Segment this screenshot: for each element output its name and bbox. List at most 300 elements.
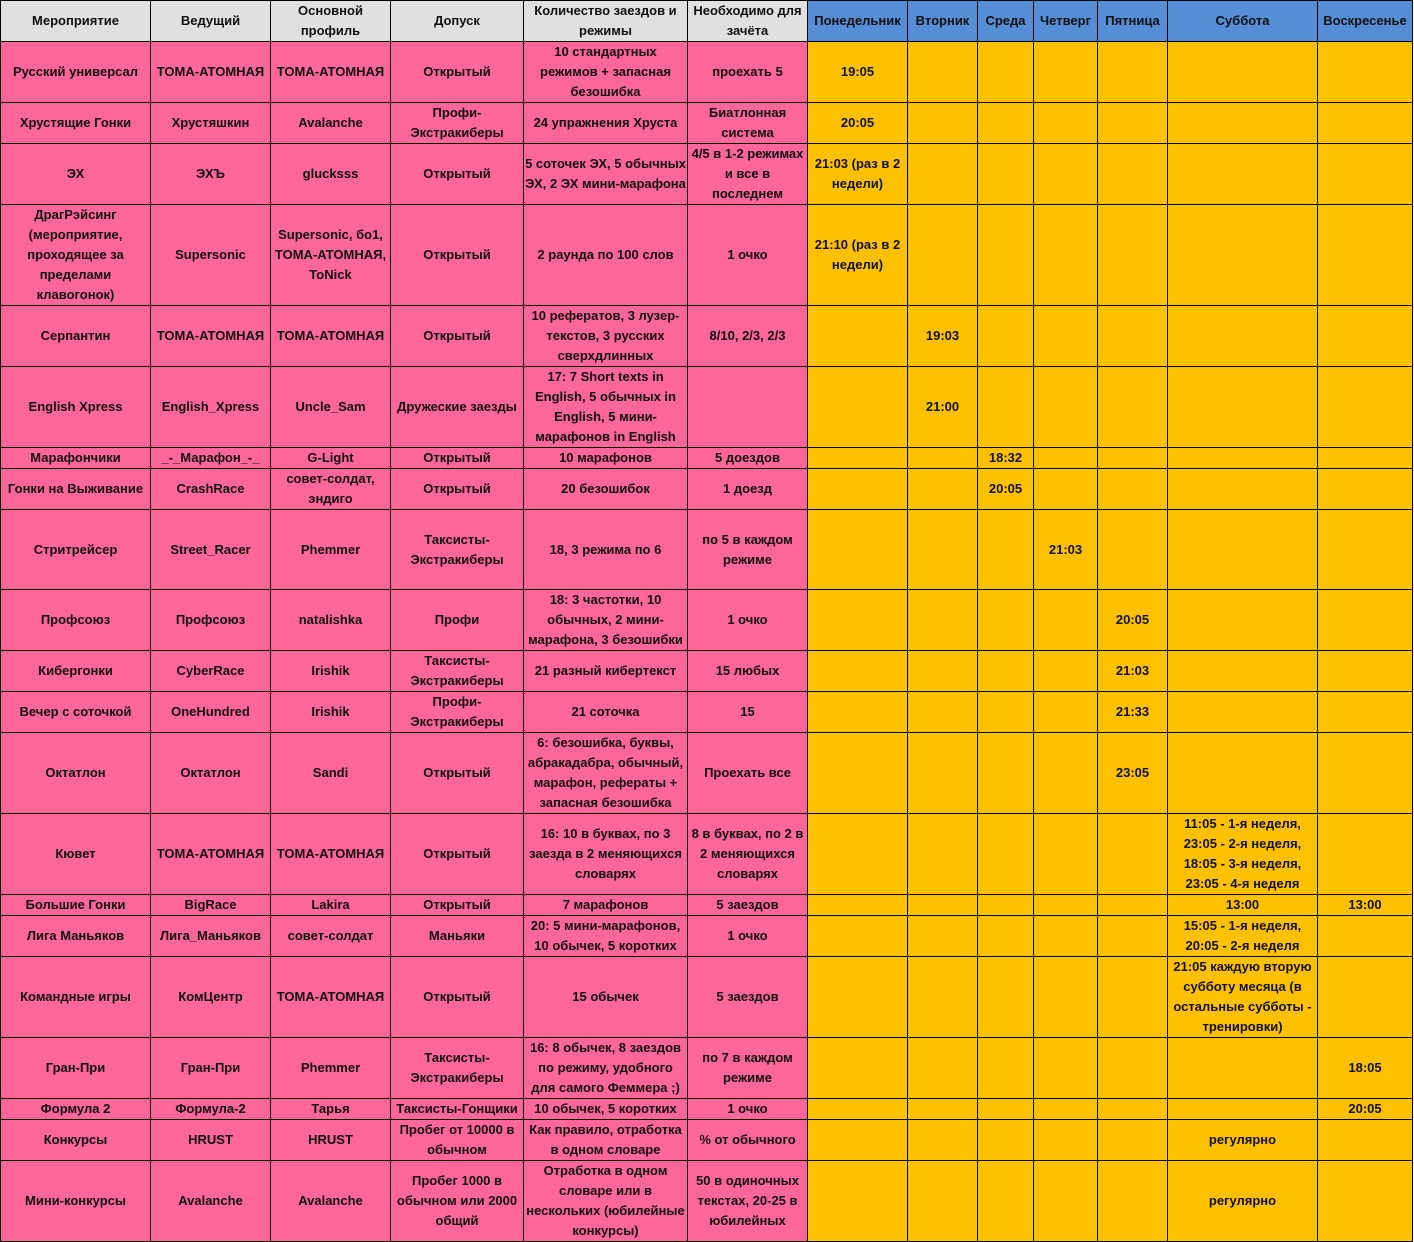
access-cell: Открытый bbox=[391, 814, 524, 895]
sunday-time-cell bbox=[1318, 448, 1413, 469]
monday-time-cell bbox=[808, 1099, 908, 1120]
monday-time-cell bbox=[808, 1120, 908, 1161]
races-cell: 15 обычек bbox=[524, 957, 688, 1038]
table-row bbox=[1, 367, 1413, 448]
credit-cell: 5 заездов bbox=[688, 957, 808, 1038]
friday-time-cell bbox=[1098, 814, 1168, 895]
saturday-time-cell: 15:05 - 1-я неделя, 20:05 - 2-я неделя bbox=[1168, 916, 1318, 957]
monday-time-cell bbox=[808, 895, 908, 916]
host-cell: TOMA-ATOMHAЯ bbox=[151, 814, 271, 895]
access-cell: Открытый bbox=[391, 205, 524, 306]
races-cell: 18, 3 режима по 6 bbox=[524, 510, 688, 590]
credit-cell: % от обычного bbox=[688, 1120, 808, 1161]
monday-time-cell bbox=[808, 651, 908, 692]
event-name-cell: Октатлон bbox=[1, 733, 151, 814]
monday-time-cell: 20:05 bbox=[808, 103, 908, 144]
wednesday-time-cell bbox=[978, 1161, 1034, 1242]
friday-time-cell bbox=[1098, 367, 1168, 448]
profile-cell: TOMA-ATOMHAЯ bbox=[271, 42, 391, 103]
sunday-time-cell bbox=[1318, 205, 1413, 306]
event-name-cell: Хрустящие Гонки bbox=[1, 103, 151, 144]
event-name-cell: Марафончики bbox=[1, 448, 151, 469]
tuesday-time-cell bbox=[908, 895, 978, 916]
monday-time-cell bbox=[808, 957, 908, 1038]
races-cell: 2 раунда по 100 слов bbox=[524, 205, 688, 306]
table-row bbox=[1, 957, 1413, 1038]
table-row bbox=[1, 590, 1413, 651]
table-row bbox=[1, 733, 1413, 814]
profile-cell: Phemmer bbox=[271, 1038, 391, 1099]
saturday-time-cell bbox=[1168, 510, 1318, 590]
credit-cell: 1 очко bbox=[688, 1099, 808, 1120]
host-cell: HRUST bbox=[151, 1120, 271, 1161]
credit-cell: 1 очко bbox=[688, 205, 808, 306]
tuesday-time-cell bbox=[908, 448, 978, 469]
monday-time-cell bbox=[808, 692, 908, 733]
friday-time-cell: 21:33 bbox=[1098, 692, 1168, 733]
tuesday-time-cell bbox=[908, 510, 978, 590]
friday-time-cell bbox=[1098, 1120, 1168, 1161]
host-cell: _-_Марафон_-_ bbox=[151, 448, 271, 469]
host-cell: TOMA-ATOMHAЯ bbox=[151, 42, 271, 103]
access-cell: Профи-Экстракиберы bbox=[391, 692, 524, 733]
thursday-time-cell bbox=[1034, 205, 1098, 306]
host-cell: Лига_Маньяков bbox=[151, 916, 271, 957]
table-row bbox=[1, 448, 1413, 469]
wednesday-time-cell: 18:32 bbox=[978, 448, 1034, 469]
tuesday-time-cell bbox=[908, 1038, 978, 1099]
access-cell: Открытый bbox=[391, 306, 524, 367]
monday-time-cell bbox=[808, 510, 908, 590]
credit-cell: 5 заездов bbox=[688, 895, 808, 916]
wednesday-time-cell bbox=[978, 814, 1034, 895]
sunday-time-cell bbox=[1318, 144, 1413, 205]
sunday-time-cell bbox=[1318, 103, 1413, 144]
credit-cell: по 7 в каждом режиме bbox=[688, 1038, 808, 1099]
host-cell: CyberRace bbox=[151, 651, 271, 692]
table-row bbox=[1, 692, 1413, 733]
monday-time-cell bbox=[808, 733, 908, 814]
table-row bbox=[1, 306, 1413, 367]
wednesday-time-cell bbox=[978, 1120, 1034, 1161]
header-row bbox=[1, 1, 1413, 42]
wednesday-time-cell bbox=[978, 692, 1034, 733]
races-cell: 18: 3 частотки, 10 обычных, 2 мини-марафона, 3 безошибки bbox=[524, 590, 688, 651]
tuesday-time-cell bbox=[908, 103, 978, 144]
friday-time-cell bbox=[1098, 448, 1168, 469]
friday-time-cell bbox=[1098, 1099, 1168, 1120]
wednesday-time-cell bbox=[978, 103, 1034, 144]
saturday-time-cell bbox=[1168, 651, 1318, 692]
saturday-time-cell bbox=[1168, 205, 1318, 306]
profile-cell: Supersonic, бо1, TOMA-ATOMHAЯ, ToNick bbox=[271, 205, 391, 306]
credit-cell: 1 доезд bbox=[688, 469, 808, 510]
event-name-cell: ДрагРэйсинг (мероприятие, проходящее за пределами клавогонок) bbox=[1, 205, 151, 306]
access-cell: Профи bbox=[391, 590, 524, 651]
friday-time-cell bbox=[1098, 916, 1168, 957]
access-cell: Таксисты-Экстракиберы bbox=[391, 1038, 524, 1099]
sunday-time-cell: 13:00 bbox=[1318, 895, 1413, 916]
credit-cell: 1 очко bbox=[688, 916, 808, 957]
event-name-cell: Вечер с соточкой bbox=[1, 692, 151, 733]
access-cell: Таксисты-Гонщики bbox=[391, 1099, 524, 1120]
saturday-time-cell bbox=[1168, 144, 1318, 205]
profile-cell: Avalanche bbox=[271, 103, 391, 144]
races-cell: 20: 5 мини-марафонов, 10 обычек, 5 коротких bbox=[524, 916, 688, 957]
credit-cell: 50 в одиночных текстах, 20-25 в юбилейных bbox=[688, 1161, 808, 1242]
sunday-time-cell bbox=[1318, 367, 1413, 448]
access-cell: Профи-Экстракиберы bbox=[391, 103, 524, 144]
table-row bbox=[1, 103, 1413, 144]
profile-cell: Phemmer bbox=[271, 510, 391, 590]
monday-time-cell bbox=[808, 367, 908, 448]
races-cell: 16: 8 обычек, 8 заездов по режиму, удобного для самого Феммера ;) bbox=[524, 1038, 688, 1099]
saturday-time-cell bbox=[1168, 367, 1318, 448]
tuesday-time-cell bbox=[908, 916, 978, 957]
header-wednesday: Среда bbox=[978, 1, 1034, 42]
sunday-time-cell bbox=[1318, 957, 1413, 1038]
header-sunday: Воскресенье bbox=[1318, 1, 1413, 42]
event-name-cell: Формула 2 bbox=[1, 1099, 151, 1120]
header-credit: Необходимо для зачёта bbox=[688, 1, 808, 42]
saturday-time-cell: 11:05 - 1-я неделя, 23:05 - 2-я неделя, 18:05 - 3-я неделя, 23:05 - 4-я неделя bbox=[1168, 814, 1318, 895]
friday-time-cell bbox=[1098, 42, 1168, 103]
event-name-cell: Командные игры bbox=[1, 957, 151, 1038]
sunday-time-cell bbox=[1318, 590, 1413, 651]
access-cell: Маньяки bbox=[391, 916, 524, 957]
races-cell: 5 соточек ЭХ, 5 обычных ЭХ, 2 ЭХ мини-марафона bbox=[524, 144, 688, 205]
races-cell: 17: 7 Short texts in English, 5 обычных in English, 5 мини-марафонов in English bbox=[524, 367, 688, 448]
thursday-time-cell bbox=[1034, 1038, 1098, 1099]
tuesday-time-cell: 21:00 bbox=[908, 367, 978, 448]
saturday-time-cell bbox=[1168, 1099, 1318, 1120]
event-name-cell: Кювет bbox=[1, 814, 151, 895]
wednesday-time-cell bbox=[978, 651, 1034, 692]
races-cell: 10 стандартных режимов + запасная безошибка bbox=[524, 42, 688, 103]
tuesday-time-cell bbox=[908, 42, 978, 103]
event-name-cell: Гонки на Выживание bbox=[1, 469, 151, 510]
profile-cell: TOMA-ATOMHAЯ bbox=[271, 814, 391, 895]
tuesday-time-cell bbox=[908, 144, 978, 205]
friday-time-cell bbox=[1098, 144, 1168, 205]
wednesday-time-cell bbox=[978, 42, 1034, 103]
table-row bbox=[1, 1161, 1413, 1242]
tuesday-time-cell bbox=[908, 814, 978, 895]
credit-cell: 15 bbox=[688, 692, 808, 733]
table-row bbox=[1, 144, 1413, 205]
host-cell: Октатлон bbox=[151, 733, 271, 814]
host-cell: КомЦентр bbox=[151, 957, 271, 1038]
races-cell: 10 обычек, 5 коротких bbox=[524, 1099, 688, 1120]
access-cell: Пробег 1000 в обычном или 2000 общий bbox=[391, 1161, 524, 1242]
event-name-cell: English Xpress bbox=[1, 367, 151, 448]
sunday-time-cell bbox=[1318, 1120, 1413, 1161]
monday-time-cell bbox=[808, 306, 908, 367]
races-cell: 24 упражнения Хруста bbox=[524, 103, 688, 144]
tuesday-time-cell bbox=[908, 1099, 978, 1120]
thursday-time-cell: 21:03 bbox=[1034, 510, 1098, 590]
friday-time-cell bbox=[1098, 469, 1168, 510]
event-name-cell: Конкурсы bbox=[1, 1120, 151, 1161]
wednesday-time-cell bbox=[978, 367, 1034, 448]
profile-cell: HRUST bbox=[271, 1120, 391, 1161]
friday-time-cell bbox=[1098, 1161, 1168, 1242]
tuesday-time-cell bbox=[908, 692, 978, 733]
friday-time-cell: 20:05 bbox=[1098, 590, 1168, 651]
sunday-time-cell bbox=[1318, 469, 1413, 510]
header-event: Мероприятие bbox=[1, 1, 151, 42]
access-cell: Дружеские заезды bbox=[391, 367, 524, 448]
host-cell: Supersonic bbox=[151, 205, 271, 306]
credit-cell: 8/10, 2/3, 2/3 bbox=[688, 306, 808, 367]
profile-cell: Irishik bbox=[271, 651, 391, 692]
profile-cell: TOMA-ATOMHAЯ bbox=[271, 957, 391, 1038]
access-cell: Открытый bbox=[391, 448, 524, 469]
wednesday-time-cell bbox=[978, 916, 1034, 957]
tuesday-time-cell bbox=[908, 1120, 978, 1161]
tuesday-time-cell bbox=[908, 651, 978, 692]
credit-cell: 4/5 в 1-2 режимах и все в последнем bbox=[688, 144, 808, 205]
credit-cell: 8 в буквах, по 2 в 2 меняющихся словарях bbox=[688, 814, 808, 895]
credit-cell: Биатлонная система bbox=[688, 103, 808, 144]
profile-cell: glucksss bbox=[271, 144, 391, 205]
tuesday-time-cell bbox=[908, 590, 978, 651]
sunday-time-cell bbox=[1318, 42, 1413, 103]
host-cell: OneHundred bbox=[151, 692, 271, 733]
races-cell: Отработка в одном словаре или в нескольких (юбилейные конкурсы) bbox=[524, 1161, 688, 1242]
thursday-time-cell bbox=[1034, 1120, 1098, 1161]
table-row bbox=[1, 1038, 1413, 1099]
monday-time-cell bbox=[808, 916, 908, 957]
saturday-time-cell bbox=[1168, 590, 1318, 651]
access-cell: Открытый bbox=[391, 895, 524, 916]
profile-cell: Тарья bbox=[271, 1099, 391, 1120]
sunday-time-cell bbox=[1318, 1161, 1413, 1242]
credit-cell: 1 очко bbox=[688, 590, 808, 651]
sunday-time-cell bbox=[1318, 733, 1413, 814]
profile-cell: TOMA-ATOMHAЯ bbox=[271, 306, 391, 367]
friday-time-cell bbox=[1098, 895, 1168, 916]
profile-cell: natalishka bbox=[271, 590, 391, 651]
credit-cell bbox=[688, 367, 808, 448]
tuesday-time-cell bbox=[908, 733, 978, 814]
header-saturday: Суббота bbox=[1168, 1, 1318, 42]
credit-cell: 15 любых bbox=[688, 651, 808, 692]
monday-time-cell bbox=[808, 448, 908, 469]
saturday-time-cell: регулярно bbox=[1168, 1161, 1318, 1242]
table-row bbox=[1, 814, 1413, 895]
host-cell: BigRace bbox=[151, 895, 271, 916]
wednesday-time-cell: 20:05 bbox=[978, 469, 1034, 510]
host-cell: Формула-2 bbox=[151, 1099, 271, 1120]
thursday-time-cell bbox=[1034, 306, 1098, 367]
event-name-cell: Кибергонки bbox=[1, 651, 151, 692]
host-cell: Street_Racer bbox=[151, 510, 271, 590]
table-row bbox=[1, 1120, 1413, 1161]
access-cell: Таксисты-Экстракиберы bbox=[391, 510, 524, 590]
sunday-time-cell: 18:05 bbox=[1318, 1038, 1413, 1099]
monday-time-cell bbox=[808, 590, 908, 651]
host-cell: Гран-При bbox=[151, 1038, 271, 1099]
sunday-time-cell bbox=[1318, 306, 1413, 367]
friday-time-cell bbox=[1098, 510, 1168, 590]
thursday-time-cell bbox=[1034, 916, 1098, 957]
table-row bbox=[1, 916, 1413, 957]
wednesday-time-cell bbox=[978, 510, 1034, 590]
thursday-time-cell bbox=[1034, 651, 1098, 692]
friday-time-cell bbox=[1098, 306, 1168, 367]
monday-time-cell: 21:03 (раз в 2 недели) bbox=[808, 144, 908, 205]
thursday-time-cell bbox=[1034, 144, 1098, 205]
access-cell: Таксисты-Экстракиберы bbox=[391, 651, 524, 692]
event-name-cell: Большие Гонки bbox=[1, 895, 151, 916]
table-row bbox=[1, 651, 1413, 692]
host-cell: ЭХЪ bbox=[151, 144, 271, 205]
friday-time-cell bbox=[1098, 957, 1168, 1038]
event-name-cell: Стритрейсер bbox=[1, 510, 151, 590]
saturday-time-cell: 21:05 каждую вторую субботу месяца (в остальные субботы - тренировки) bbox=[1168, 957, 1318, 1038]
thursday-time-cell bbox=[1034, 1099, 1098, 1120]
thursday-time-cell bbox=[1034, 895, 1098, 916]
wednesday-time-cell bbox=[978, 895, 1034, 916]
sunday-time-cell bbox=[1318, 692, 1413, 733]
header-tuesday: Вторник bbox=[908, 1, 978, 42]
header-races: Количество заездов и режимы bbox=[524, 1, 688, 42]
thursday-time-cell bbox=[1034, 957, 1098, 1038]
sunday-time-cell bbox=[1318, 651, 1413, 692]
wednesday-time-cell bbox=[978, 733, 1034, 814]
races-cell: 7 марафонов bbox=[524, 895, 688, 916]
host-cell: CrashRace bbox=[151, 469, 271, 510]
header-access: Допуск bbox=[391, 1, 524, 42]
host-cell: Avalanche bbox=[151, 1161, 271, 1242]
credit-cell: по 5 в каждом режиме bbox=[688, 510, 808, 590]
host-cell: TOMA-ATOMHAЯ bbox=[151, 306, 271, 367]
header-monday: Понедельник bbox=[808, 1, 908, 42]
saturday-time-cell: регулярно bbox=[1168, 1120, 1318, 1161]
profile-cell: G-Light bbox=[271, 448, 391, 469]
profile-cell: Irishik bbox=[271, 692, 391, 733]
friday-time-cell bbox=[1098, 103, 1168, 144]
header-friday: Пятница bbox=[1098, 1, 1168, 42]
saturday-time-cell bbox=[1168, 42, 1318, 103]
races-cell: 6: безошибка, буквы, абракадабра, обычный, марафон, рефераты + запасная безошибка bbox=[524, 733, 688, 814]
races-cell: Как правило, отработка в одном словаре bbox=[524, 1120, 688, 1161]
host-cell: Профсоюз bbox=[151, 590, 271, 651]
event-name-cell: Русский универсал bbox=[1, 42, 151, 103]
credit-cell: Проехать все bbox=[688, 733, 808, 814]
thursday-time-cell bbox=[1034, 42, 1098, 103]
sunday-time-cell bbox=[1318, 814, 1413, 895]
table-row bbox=[1, 1099, 1413, 1120]
saturday-time-cell bbox=[1168, 306, 1318, 367]
monday-time-cell bbox=[808, 814, 908, 895]
tuesday-time-cell bbox=[908, 469, 978, 510]
wednesday-time-cell bbox=[978, 590, 1034, 651]
tuesday-time-cell bbox=[908, 957, 978, 1038]
saturday-time-cell bbox=[1168, 448, 1318, 469]
monday-time-cell bbox=[808, 1161, 908, 1242]
credit-cell: проехать 5 bbox=[688, 42, 808, 103]
table-body bbox=[1, 42, 1413, 1242]
profile-cell: Lakira bbox=[271, 895, 391, 916]
header-thursday: Четверг bbox=[1034, 1, 1098, 42]
thursday-time-cell bbox=[1034, 1161, 1098, 1242]
access-cell: Открытый bbox=[391, 144, 524, 205]
races-cell: 16: 10 в буквах, по 3 заезда в 2 меняющихся словарях bbox=[524, 814, 688, 895]
saturday-time-cell bbox=[1168, 733, 1318, 814]
table-row bbox=[1, 895, 1413, 916]
thursday-time-cell bbox=[1034, 469, 1098, 510]
wednesday-time-cell bbox=[978, 957, 1034, 1038]
access-cell: Открытый bbox=[391, 469, 524, 510]
monday-time-cell bbox=[808, 1038, 908, 1099]
saturday-time-cell: 13:00 bbox=[1168, 895, 1318, 916]
saturday-time-cell bbox=[1168, 692, 1318, 733]
saturday-time-cell bbox=[1168, 103, 1318, 144]
saturday-time-cell bbox=[1168, 1038, 1318, 1099]
friday-time-cell: 21:03 bbox=[1098, 651, 1168, 692]
wednesday-time-cell bbox=[978, 1038, 1034, 1099]
header-host: Ведущий bbox=[151, 1, 271, 42]
monday-time-cell: 19:05 bbox=[808, 42, 908, 103]
tuesday-time-cell bbox=[908, 1161, 978, 1242]
thursday-time-cell bbox=[1034, 814, 1098, 895]
wednesday-time-cell bbox=[978, 144, 1034, 205]
thursday-time-cell bbox=[1034, 103, 1098, 144]
host-cell: Хрустяшкин bbox=[151, 103, 271, 144]
profile-cell: Sandi bbox=[271, 733, 391, 814]
thursday-time-cell bbox=[1034, 692, 1098, 733]
thursday-time-cell bbox=[1034, 590, 1098, 651]
profile-cell: Uncle_Sam bbox=[271, 367, 391, 448]
friday-time-cell: 23:05 bbox=[1098, 733, 1168, 814]
monday-time-cell bbox=[808, 469, 908, 510]
tuesday-time-cell: 19:03 bbox=[908, 306, 978, 367]
wednesday-time-cell bbox=[978, 205, 1034, 306]
event-name-cell: ЭХ bbox=[1, 144, 151, 205]
sunday-time-cell bbox=[1318, 510, 1413, 590]
event-name-cell: Лига Маньяков bbox=[1, 916, 151, 957]
credit-cell: 5 доездов bbox=[688, 448, 808, 469]
profile-cell: совет-солдат, эндиго bbox=[271, 469, 391, 510]
access-cell: Открытый bbox=[391, 957, 524, 1038]
event-name-cell: Профсоюз bbox=[1, 590, 151, 651]
races-cell: 10 рефератов, 3 лузер-текстов, 3 русских сверхдлинных bbox=[524, 306, 688, 367]
host-cell: English_Xpress bbox=[151, 367, 271, 448]
thursday-time-cell bbox=[1034, 733, 1098, 814]
access-cell: Пробег от 10000 в обычном bbox=[391, 1120, 524, 1161]
saturday-time-cell bbox=[1168, 469, 1318, 510]
tuesday-time-cell bbox=[908, 205, 978, 306]
races-cell: 20 безошибок bbox=[524, 469, 688, 510]
profile-cell: совет-солдат bbox=[271, 916, 391, 957]
access-cell: Открытый bbox=[391, 733, 524, 814]
access-cell: Открытый bbox=[391, 42, 524, 103]
header-profile: Основной профиль bbox=[271, 1, 391, 42]
sunday-time-cell: 20:05 bbox=[1318, 1099, 1413, 1120]
races-cell: 10 марафонов bbox=[524, 448, 688, 469]
wednesday-time-cell bbox=[978, 1099, 1034, 1120]
table-row bbox=[1, 42, 1413, 103]
friday-time-cell bbox=[1098, 205, 1168, 306]
races-cell: 21 соточка bbox=[524, 692, 688, 733]
table-row bbox=[1, 469, 1413, 510]
table-row bbox=[1, 205, 1413, 306]
event-name-cell: Мини-конкурсы bbox=[1, 1161, 151, 1242]
table-row bbox=[1, 510, 1413, 590]
wednesday-time-cell bbox=[978, 306, 1034, 367]
